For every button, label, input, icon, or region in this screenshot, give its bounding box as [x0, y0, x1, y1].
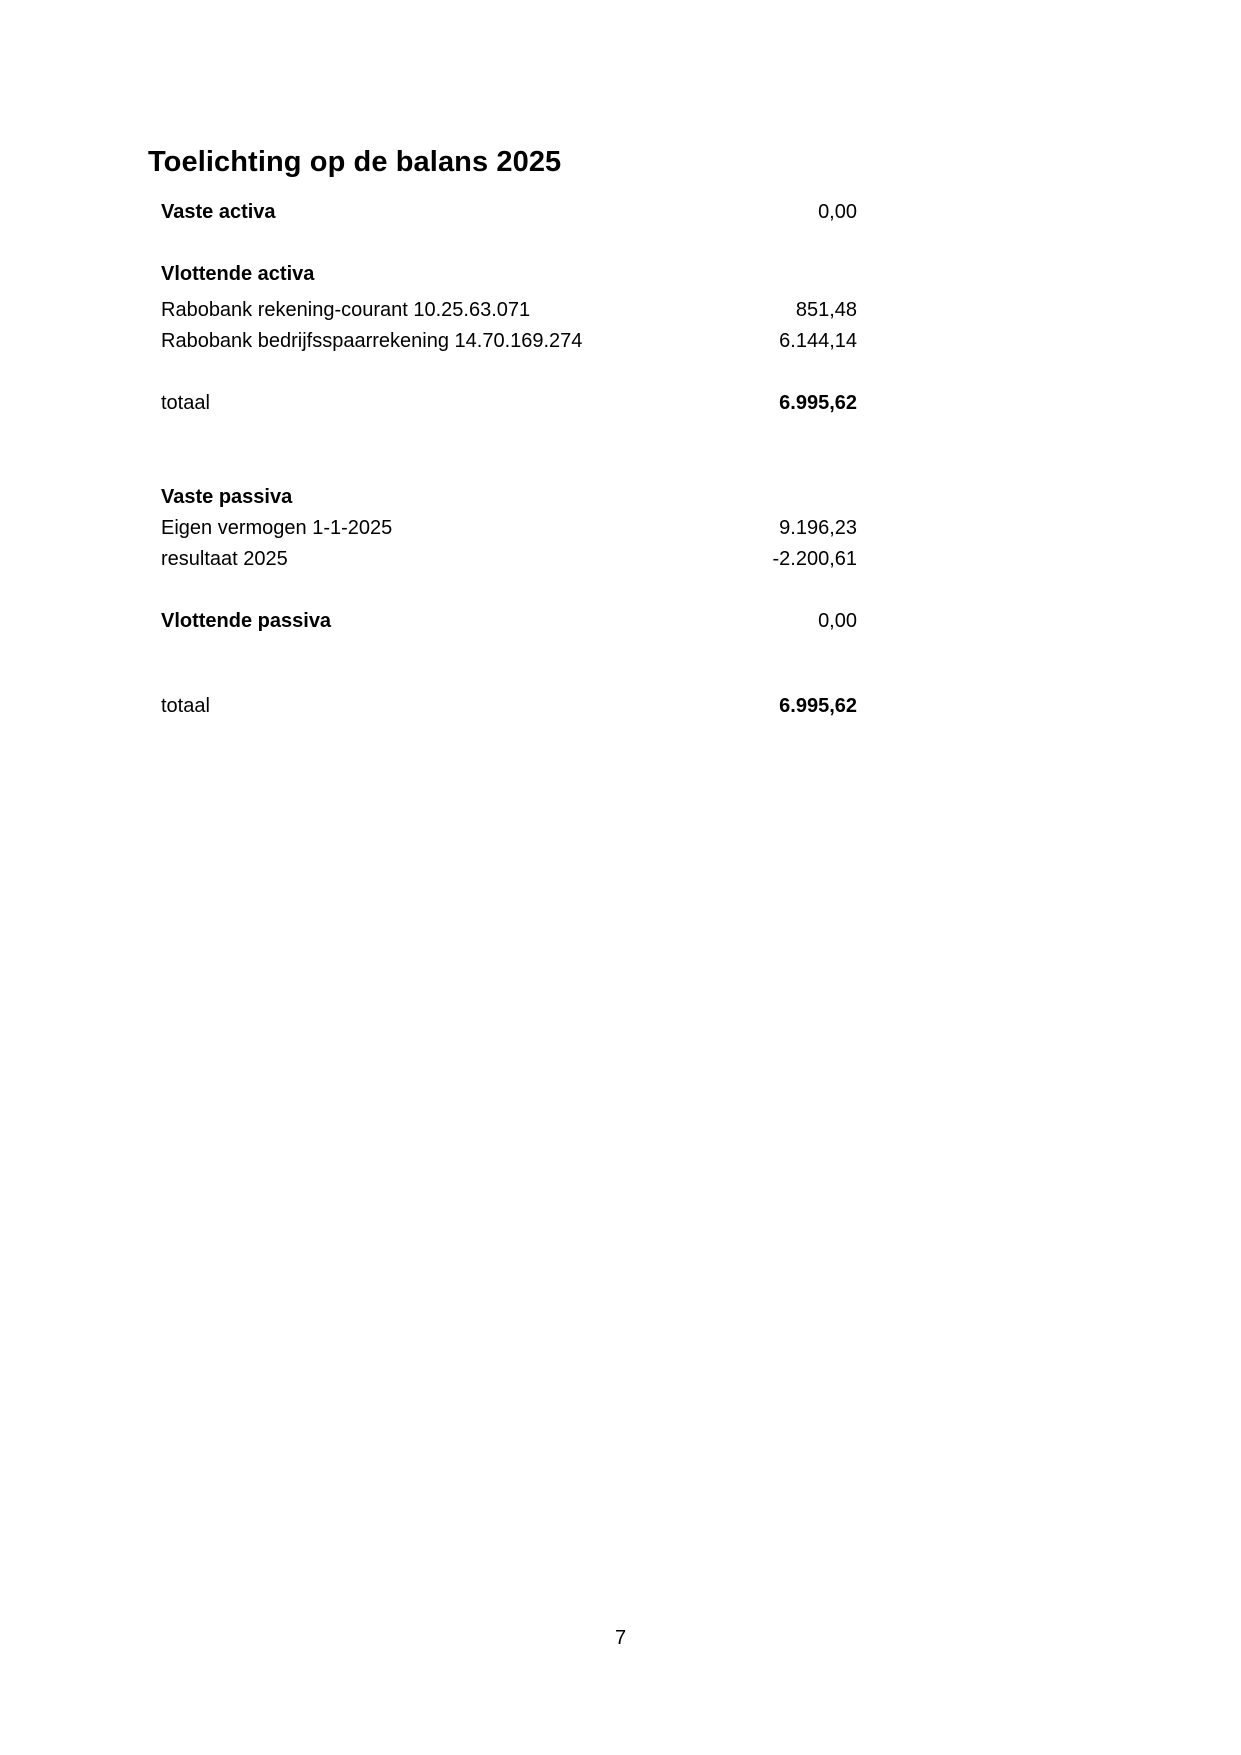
activa-item-label: Rabobank bedrijfsspaarrekening 14.70.169.274	[161, 330, 583, 352]
vlottende-activa-heading-row	[161, 260, 857, 288]
vlottende-passiva-row	[161, 607, 857, 635]
vaste-passiva-heading-row	[161, 483, 857, 511]
passiva-item-amount: -2.200,61	[772, 548, 857, 570]
vaste-activa-amount: 0,00	[818, 201, 857, 223]
vaste-activa-label: Vaste activa	[161, 201, 276, 223]
activa-item-row	[161, 296, 857, 324]
passiva-total-row	[161, 692, 857, 720]
passiva-item-label: Eigen vermogen 1-1-2025	[161, 517, 393, 539]
vlottende-activa-heading: Vlottende activa	[161, 263, 315, 285]
activa-total-row	[161, 389, 857, 417]
vaste-passiva-heading: Vaste passiva	[161, 486, 293, 508]
passiva-item-row	[161, 514, 857, 542]
activa-item-label: Rabobank rekening-courant 10.25.63.071	[161, 299, 531, 321]
passiva-total-label: totaal	[161, 695, 210, 717]
passiva-total-amount: 6.995,62	[779, 695, 857, 717]
passiva-item-amount: 9.196,23	[779, 517, 857, 539]
passiva-item-row	[161, 545, 857, 573]
activa-item-amount: 851,48	[795, 299, 857, 321]
activa-item-amount: 6.144,14	[779, 330, 857, 352]
vlottende-passiva-amount: 0,00	[818, 610, 857, 632]
vlottende-passiva-label: Vlottende passiva	[161, 610, 332, 632]
activa-total-label: totaal	[161, 392, 210, 414]
vaste-activa-row	[161, 198, 857, 226]
activa-item-row	[161, 327, 857, 355]
page-title: Toelichting op de balans 2025	[148, 146, 562, 178]
passiva-item-label: resultaat 2025	[161, 548, 288, 570]
page-number: 7	[614, 1627, 627, 1649]
activa-total-amount: 6.995,62	[779, 392, 857, 414]
